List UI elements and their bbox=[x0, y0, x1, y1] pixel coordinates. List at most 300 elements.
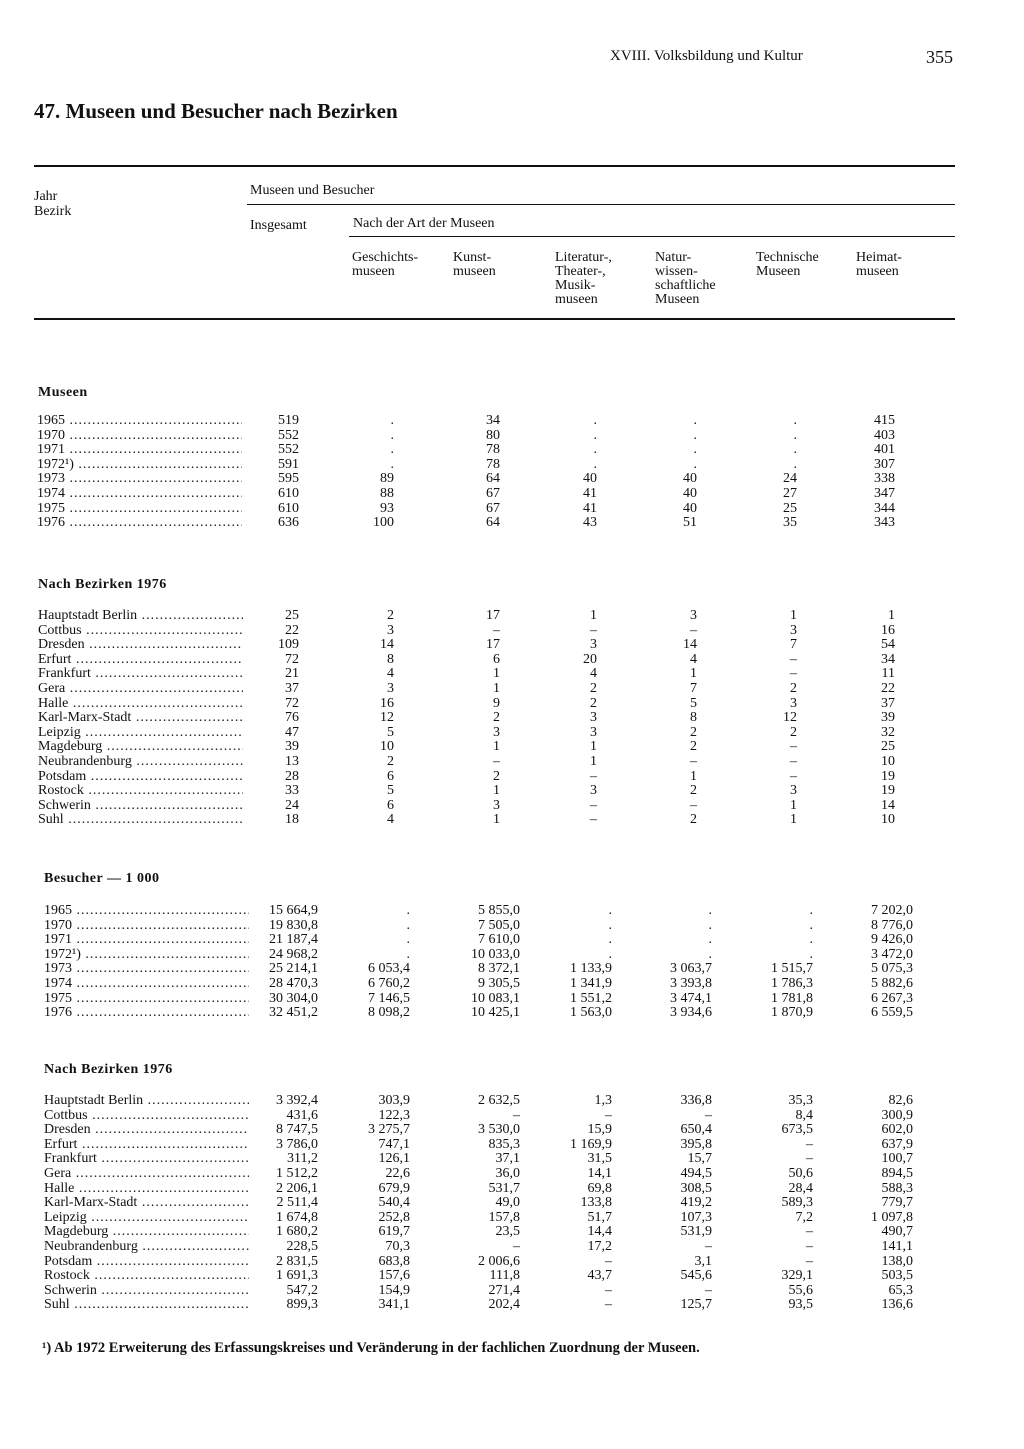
table-cell: 2 006,6 bbox=[478, 1253, 520, 1269]
table-cell: . bbox=[793, 442, 797, 458]
table-cell: 338 bbox=[874, 471, 895, 487]
table-cell: 308,5 bbox=[680, 1180, 712, 1196]
table-cell: . bbox=[809, 903, 813, 918]
table-cell: 49,0 bbox=[495, 1195, 520, 1211]
table-cell: 6 053,4 bbox=[368, 961, 410, 977]
table-cell: – bbox=[705, 1282, 712, 1298]
table-cell: 2 831,5 bbox=[276, 1253, 318, 1269]
table-cell: . bbox=[809, 932, 813, 948]
table-cell: 157,8 bbox=[488, 1209, 520, 1225]
row-label: Magdeburg ..... bbox=[44, 1225, 249, 1240]
row-label: 1970 ..... bbox=[37, 429, 242, 444]
table-cell: 17,2 bbox=[587, 1239, 612, 1254]
table-cell: – bbox=[806, 1151, 813, 1167]
table-cell: 12 bbox=[783, 710, 797, 726]
row-label: Halle ..... bbox=[44, 1182, 249, 1197]
row-label: Karl-Marx-Stadt ..... bbox=[38, 711, 243, 726]
table-cell: 6 bbox=[387, 797, 394, 813]
table-cell: 15 664,9 bbox=[269, 903, 318, 918]
table-cell: 65,3 bbox=[888, 1282, 913, 1298]
table-cell: 490,7 bbox=[881, 1224, 913, 1240]
table-cell: 303,9 bbox=[378, 1093, 410, 1108]
table-cell: – bbox=[590, 797, 597, 813]
table-cell: 40 bbox=[683, 486, 697, 501]
table-cell: 20 bbox=[583, 651, 597, 667]
table-cell: 3 bbox=[590, 637, 597, 653]
table-cell: – bbox=[690, 754, 697, 769]
table-cell: 1 bbox=[590, 754, 597, 769]
table-cell: 14 bbox=[380, 637, 394, 653]
row-label: Leipzig ..... bbox=[44, 1211, 249, 1226]
table-cell: 23,5 bbox=[495, 1224, 520, 1240]
table-cell: – bbox=[705, 1107, 712, 1123]
row-label: Potsdam ..... bbox=[44, 1255, 249, 1270]
table-cell: 2 bbox=[790, 724, 797, 740]
table-cell: – bbox=[806, 1253, 813, 1269]
table-cell: 307 bbox=[874, 456, 895, 472]
table-cell: – bbox=[513, 1239, 520, 1254]
table-cell: 11 bbox=[881, 666, 895, 682]
table-cell: – bbox=[590, 812, 597, 828]
table-cell: 9 305,5 bbox=[478, 976, 520, 991]
table-cell: 1,3 bbox=[594, 1093, 612, 1108]
table-cell: 54 bbox=[881, 637, 895, 653]
table-cell: 271,4 bbox=[488, 1282, 520, 1298]
table-cell: – bbox=[806, 1224, 813, 1240]
row-label: 1976 ..... bbox=[44, 1006, 249, 1021]
table-cell: . bbox=[608, 932, 612, 948]
table-cell: 1 bbox=[590, 739, 597, 755]
table-cell: 2 511,4 bbox=[276, 1195, 318, 1211]
row-label: Rostock ..... bbox=[38, 784, 243, 799]
row-label: Dresden ..... bbox=[38, 638, 243, 653]
type-header-geschichte: Geschichts- museen bbox=[352, 250, 419, 279]
table-cell: 64 bbox=[486, 471, 500, 487]
table-cell: 1 bbox=[888, 608, 895, 623]
row-label: Potsdam ..... bbox=[38, 770, 243, 785]
table-cell: 126,1 bbox=[378, 1151, 410, 1167]
table-cell: 1 097,8 bbox=[871, 1209, 913, 1225]
table-cell: 7 202,0 bbox=[871, 903, 913, 918]
table-cell: 25 bbox=[783, 500, 797, 516]
row-label: Cottbus ..... bbox=[38, 624, 243, 639]
table-cell: 31,5 bbox=[587, 1151, 612, 1167]
row-label: 1976 ..... bbox=[37, 516, 242, 531]
table-cell: 16 bbox=[380, 695, 394, 711]
group-header: Museen und Besucher bbox=[250, 183, 375, 198]
table-cell: 1 bbox=[493, 666, 500, 682]
table-cell: . bbox=[608, 903, 612, 918]
table-cell: 3 474,1 bbox=[670, 990, 712, 1006]
table-cell: 3 472,0 bbox=[871, 946, 913, 962]
table-cell: 1 bbox=[790, 812, 797, 828]
table-cell: 5 bbox=[690, 695, 697, 711]
table-cell: – bbox=[690, 797, 697, 813]
table-cell: . bbox=[406, 932, 410, 948]
table-cell: 9 bbox=[493, 695, 500, 711]
row-label: Neubrandenburg ..... bbox=[38, 755, 243, 770]
table-cell: 2 bbox=[493, 768, 500, 784]
table-cell: 899,3 bbox=[286, 1297, 318, 1313]
table-cell: 588,3 bbox=[881, 1180, 913, 1196]
row-label: 1971 ..... bbox=[37, 443, 242, 458]
table-cell: 7 610,0 bbox=[478, 932, 520, 948]
table-cell: 15,9 bbox=[587, 1122, 612, 1138]
table-cell: . bbox=[693, 427, 697, 443]
table-cell: 9 426,0 bbox=[871, 932, 913, 948]
table-cell: – bbox=[806, 1239, 813, 1254]
table-cell: 2 bbox=[690, 783, 697, 799]
table-cell: . bbox=[593, 442, 597, 458]
table-cell: 17 bbox=[486, 637, 500, 653]
table-cell: 610 bbox=[278, 486, 299, 501]
table-cell: 1 bbox=[790, 608, 797, 623]
table-cell: 1 bbox=[493, 739, 500, 755]
row-label: 1975 ..... bbox=[37, 502, 242, 517]
table-cell: 5 bbox=[387, 724, 394, 740]
table-cell: 403 bbox=[874, 427, 895, 443]
section-title: Besucher — 1 000 bbox=[44, 871, 160, 886]
stub-header: Jahr Bezirk bbox=[34, 189, 72, 219]
table-cell: 22 bbox=[285, 622, 299, 638]
table-cell: 41 bbox=[583, 500, 597, 516]
table-cell: 40 bbox=[683, 500, 697, 516]
table-cell: 7 146,5 bbox=[368, 990, 410, 1006]
row-label: Frankfurt ..... bbox=[38, 667, 243, 682]
table-cell: 6 559,5 bbox=[871, 1005, 913, 1021]
row-label: 1974 ..... bbox=[44, 977, 249, 992]
table-cell: 30 304,0 bbox=[269, 990, 318, 1006]
table-cell: 21 bbox=[285, 666, 299, 682]
table-cell: 3 786,0 bbox=[276, 1136, 318, 1152]
table-cell: 8,4 bbox=[795, 1107, 813, 1123]
table-cell: 519 bbox=[278, 413, 299, 428]
table-cell: – bbox=[790, 666, 797, 682]
table-cell: 8 bbox=[387, 651, 394, 667]
table-cell: 5 bbox=[387, 783, 394, 799]
table-cell: . bbox=[390, 427, 394, 443]
table-cell: 602,0 bbox=[881, 1122, 913, 1138]
row-label: Cottbus ..... bbox=[44, 1109, 249, 1124]
table-cell: – bbox=[790, 651, 797, 667]
footnote: ¹) Ab 1972 Erweiterung des Erfassungskreises und Veränderung in der fachlichen Zuordnung der Museen. bbox=[42, 1340, 700, 1356]
table-cell: – bbox=[790, 768, 797, 784]
table-cell: – bbox=[605, 1282, 612, 1298]
table-cell: 1 512,2 bbox=[276, 1166, 318, 1181]
table-cell: – bbox=[513, 1107, 520, 1123]
table-cell: 28,4 bbox=[788, 1180, 813, 1196]
table-cell: – bbox=[493, 622, 500, 638]
row-label: 1965 ..... bbox=[44, 904, 249, 919]
table-cell: 1 674,8 bbox=[276, 1209, 318, 1225]
table-cell: 6 bbox=[493, 651, 500, 667]
table-cell: 311,2 bbox=[287, 1151, 318, 1167]
section-title: Nach Bezirken 1976 bbox=[38, 577, 167, 592]
table-cell: 4 bbox=[590, 666, 597, 682]
table-cell: 19 830,8 bbox=[269, 917, 318, 933]
table-cell: 300,9 bbox=[881, 1107, 913, 1123]
table-cell: 6 267,3 bbox=[871, 990, 913, 1006]
table-cell: 55,6 bbox=[788, 1282, 813, 1298]
table-cell: 1 563,0 bbox=[570, 1005, 612, 1021]
table-cell: 10 425,1 bbox=[471, 1005, 520, 1021]
row-label: 1970 ..... bbox=[44, 919, 249, 934]
table-cell: 494,5 bbox=[680, 1166, 712, 1181]
table-cell: 5 882,6 bbox=[871, 976, 913, 991]
table-cell: 25 bbox=[285, 608, 299, 623]
table-cell: 100,7 bbox=[881, 1151, 913, 1167]
table-cell: 37 bbox=[881, 695, 895, 711]
table-cell: 18 bbox=[285, 812, 299, 828]
table-cell: 39 bbox=[881, 710, 895, 726]
table-cell: 33 bbox=[285, 783, 299, 799]
table-cell: 1 781,8 bbox=[771, 990, 813, 1006]
table-cell: 3 275,7 bbox=[368, 1122, 410, 1138]
row-label: 1965 ..... bbox=[37, 414, 242, 429]
table-cell: 100 bbox=[373, 515, 394, 531]
table-cell: – bbox=[690, 622, 697, 638]
type-header-natur: Natur- wissen- schaftliche Museen bbox=[655, 250, 716, 307]
row-label: 1973 ..... bbox=[44, 962, 249, 977]
table-cell: 43 bbox=[583, 515, 597, 531]
row-label: Leipzig ..... bbox=[38, 726, 243, 741]
row-label: 1971 ..... bbox=[44, 933, 249, 948]
table-cell: 125,7 bbox=[680, 1297, 712, 1313]
table-cell: 619,7 bbox=[378, 1224, 410, 1240]
table-cell: 3 530,0 bbox=[478, 1122, 520, 1138]
table-cell: 51,7 bbox=[587, 1209, 612, 1225]
table-cell: 531,7 bbox=[488, 1180, 520, 1196]
table-cell: . bbox=[793, 413, 797, 428]
table-cell: 78 bbox=[486, 442, 500, 458]
table-cell: 650,4 bbox=[680, 1122, 712, 1138]
header-bottom-rule bbox=[34, 318, 955, 320]
row-label: Neubrandenburg ..... bbox=[44, 1240, 249, 1255]
table-cell: . bbox=[608, 917, 612, 933]
table-cell: 22,6 bbox=[385, 1166, 410, 1181]
table-cell: 3 bbox=[493, 797, 500, 813]
table-cell: 5 075,3 bbox=[871, 961, 913, 977]
subgroup-rule bbox=[349, 236, 955, 237]
table-cell: 3 063,7 bbox=[670, 961, 712, 977]
row-label: Gera ..... bbox=[44, 1167, 249, 1182]
row-label: 1972¹) ..... bbox=[44, 948, 249, 963]
row-label: 1974 ..... bbox=[37, 487, 242, 502]
table-cell: 76 bbox=[285, 710, 299, 726]
table-cell: 10 bbox=[881, 812, 895, 828]
running-header: XVIII. Volksbildung und Kultur bbox=[610, 48, 803, 64]
table-cell: 10 033,0 bbox=[471, 946, 520, 962]
table-cell: 2 bbox=[790, 681, 797, 696]
table-cell: 93,5 bbox=[788, 1297, 813, 1313]
table-cell: 779,7 bbox=[881, 1195, 913, 1211]
table-cell: 415 bbox=[874, 413, 895, 428]
table-cell: 133,8 bbox=[580, 1195, 612, 1211]
table-cell: 3 393,8 bbox=[670, 976, 712, 991]
table-cell: 344 bbox=[874, 500, 895, 516]
table-cell: 419,2 bbox=[680, 1195, 712, 1211]
table-cell: 2 bbox=[493, 710, 500, 726]
table-cell: 595 bbox=[278, 471, 299, 487]
table-cell: 1 551,2 bbox=[570, 990, 612, 1006]
table-cell: 3 bbox=[493, 724, 500, 740]
table-cell: 2 bbox=[387, 754, 394, 769]
table-cell: 34 bbox=[881, 651, 895, 667]
table-cell: 4 bbox=[387, 812, 394, 828]
table-cell: 40 bbox=[683, 471, 697, 487]
row-label: Rostock ..... bbox=[44, 1269, 249, 1284]
table-cell: 2 bbox=[387, 608, 394, 623]
table-cell: 679,9 bbox=[378, 1180, 410, 1196]
table-cell: . bbox=[593, 456, 597, 472]
table-cell: 72 bbox=[285, 695, 299, 711]
table-cell: . bbox=[708, 932, 712, 948]
type-header-technik: Technische Museen bbox=[756, 250, 819, 279]
row-label: Karl-Marx-Stadt ..... bbox=[44, 1196, 249, 1211]
table-cell: 252,8 bbox=[378, 1209, 410, 1225]
table-cell: 1 133,9 bbox=[570, 961, 612, 977]
table-cell: 336,8 bbox=[680, 1093, 712, 1108]
table-cell: 343 bbox=[874, 515, 895, 531]
table-cell: 39 bbox=[285, 739, 299, 755]
row-label: Suhl ..... bbox=[44, 1298, 249, 1313]
table-cell: 12 bbox=[380, 710, 394, 726]
table-cell: . bbox=[406, 946, 410, 962]
row-label: Hauptstadt Berlin ..... bbox=[38, 609, 243, 624]
table-cell: 545,6 bbox=[680, 1268, 712, 1284]
table-cell: 589,3 bbox=[781, 1195, 813, 1211]
table-cell: 40 bbox=[583, 471, 597, 487]
table-cell: 228,5 bbox=[286, 1239, 318, 1254]
table-cell: 2 632,5 bbox=[478, 1093, 520, 1108]
table-cell: 28 bbox=[285, 768, 299, 784]
table-cell: 1 bbox=[493, 681, 500, 696]
table-cell: . bbox=[593, 413, 597, 428]
table-cell: 3 934,6 bbox=[670, 1005, 712, 1021]
table-cell: . bbox=[708, 903, 712, 918]
table-cell: 5 855,0 bbox=[478, 903, 520, 918]
table-cell: 2 206,1 bbox=[276, 1180, 318, 1196]
table-cell: . bbox=[390, 442, 394, 458]
table-cell: 1 bbox=[790, 797, 797, 813]
table-cell: 8 bbox=[690, 710, 697, 726]
table-cell: 37 bbox=[285, 681, 299, 696]
table-cell: 431,6 bbox=[286, 1107, 318, 1123]
table-cell: – bbox=[493, 754, 500, 769]
table-cell: 157,6 bbox=[378, 1268, 410, 1284]
row-label: Schwerin ..... bbox=[44, 1284, 249, 1299]
page-number: 355 bbox=[926, 47, 953, 67]
table-cell: 8 098,2 bbox=[368, 1005, 410, 1021]
table-cell: 1 680,2 bbox=[276, 1224, 318, 1240]
table-cell: 8 372,1 bbox=[478, 961, 520, 977]
table-cell: 14 bbox=[683, 637, 697, 653]
table-cell: 111,8 bbox=[489, 1268, 520, 1284]
table-cell: 4 bbox=[387, 666, 394, 682]
table-cell: 2 bbox=[690, 724, 697, 740]
table-cell: 10 bbox=[881, 754, 895, 769]
table-cell: 15,7 bbox=[687, 1151, 712, 1167]
group-rule bbox=[247, 204, 955, 205]
row-label: Halle ..... bbox=[38, 697, 243, 712]
table-cell: 67 bbox=[486, 486, 500, 501]
table-cell: 1 515,7 bbox=[771, 961, 813, 977]
table-cell: 1 bbox=[493, 783, 500, 799]
table-cell: 24 968,2 bbox=[269, 946, 318, 962]
table-cell: 2 bbox=[690, 812, 697, 828]
table-cell: – bbox=[590, 768, 597, 784]
table-cell: 17 bbox=[486, 608, 500, 623]
row-label: Frankfurt ..... bbox=[44, 1152, 249, 1167]
table-cell: 3 bbox=[387, 681, 394, 696]
table-cell: – bbox=[605, 1297, 612, 1313]
table-cell: . bbox=[708, 946, 712, 962]
table-cell: 7 bbox=[790, 637, 797, 653]
table-cell: 21 187,4 bbox=[269, 932, 318, 948]
table-cell: 16 bbox=[881, 622, 895, 638]
table-cell: 347 bbox=[874, 486, 895, 501]
table-cell: 3 bbox=[690, 608, 697, 623]
table-cell: . bbox=[793, 456, 797, 472]
table-cell: 1 786,3 bbox=[771, 976, 813, 991]
table-cell: 6 760,2 bbox=[368, 976, 410, 991]
table-cell: 10 083,1 bbox=[471, 990, 520, 1006]
table-cell: 1 169,9 bbox=[570, 1136, 612, 1152]
table-cell: – bbox=[590, 622, 597, 638]
table-cell: – bbox=[790, 754, 797, 769]
table-cell: 27 bbox=[783, 486, 797, 501]
row-label: Hauptstadt Berlin ..... bbox=[44, 1094, 249, 1109]
table-cell: . bbox=[390, 413, 394, 428]
table-cell: 2 bbox=[690, 739, 697, 755]
table-cell: 4 bbox=[690, 651, 697, 667]
table-cell: 28 470,3 bbox=[269, 976, 318, 991]
table-cell: 747,1 bbox=[378, 1136, 410, 1152]
table-cell: 503,5 bbox=[881, 1268, 913, 1284]
row-label: 1972¹) ..... bbox=[37, 458, 242, 473]
total-header: Insgesamt bbox=[250, 218, 307, 233]
subgroup-header: Nach der Art der Museen bbox=[353, 216, 495, 231]
table-cell: – bbox=[705, 1239, 712, 1254]
table-cell: 894,5 bbox=[881, 1166, 913, 1181]
row-label: Erfurt ..... bbox=[44, 1138, 249, 1153]
table-cell: 25 214,1 bbox=[269, 961, 318, 977]
table-cell: 67 bbox=[486, 500, 500, 516]
table-cell: 13 bbox=[285, 754, 299, 769]
table-cell: 1 341,9 bbox=[570, 976, 612, 991]
type-header-heimat: Heimat- museen bbox=[856, 250, 902, 279]
table-cell: 32 bbox=[881, 724, 895, 740]
table-cell: 3 bbox=[790, 783, 797, 799]
table-cell: 50,6 bbox=[788, 1166, 813, 1181]
table-cell: 3 392,4 bbox=[276, 1093, 318, 1108]
row-label: Dresden ..... bbox=[44, 1123, 249, 1138]
table-cell: 19 bbox=[881, 768, 895, 784]
table-cell: 24 bbox=[285, 797, 299, 813]
type-header-kunst: Kunst- museen bbox=[453, 250, 496, 279]
table-cell: . bbox=[593, 427, 597, 443]
table-cell: 88 bbox=[380, 486, 394, 501]
table-cell: 35 bbox=[783, 515, 797, 531]
table-cell: 70,3 bbox=[385, 1239, 410, 1254]
table-cell: 3 bbox=[387, 622, 394, 638]
table-cell: 80 bbox=[486, 427, 500, 443]
top-rule bbox=[34, 165, 955, 167]
table-cell: 136,6 bbox=[881, 1297, 913, 1313]
table-cell: 547,2 bbox=[286, 1282, 318, 1298]
table-cell: 673,5 bbox=[781, 1122, 813, 1138]
table-cell: 78 bbox=[486, 456, 500, 472]
